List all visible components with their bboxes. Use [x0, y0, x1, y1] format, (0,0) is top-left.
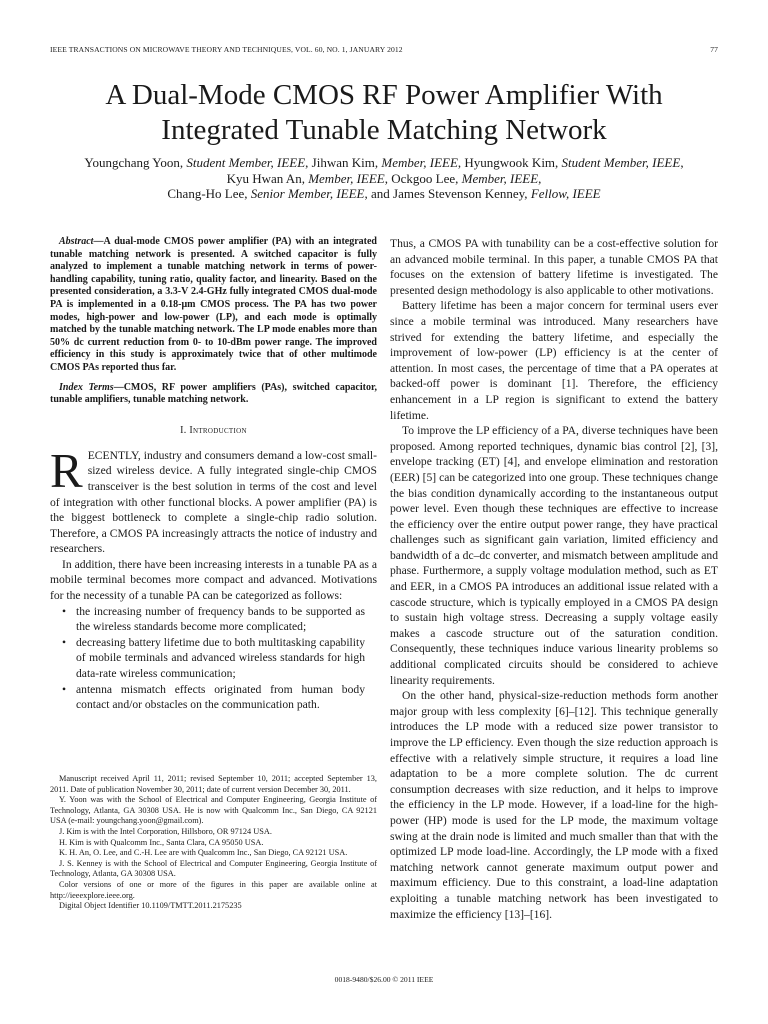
index-terms [50, 382, 377, 407]
footnote: Color versions of one or more of the figures in this paper are available online at http://ieeexplore.ieee.org. [50, 879, 377, 900]
footnote: Y. Yoon was with the School of Electrical and Computer Engineering, Georgia Institute of Technology, Atlanta, GA 30308 USA. He is now with Qualcomm Inc., San Diego, CA 92121 USA (e-mail: youngchang.yoon@gmail.com). [50, 795, 377, 826]
footnote: J. S. Kenney is with the School of Electrical and Computer Engineering, Georgia Institute of Technology, Atlanta, GA 30308 USA. [50, 858, 377, 879]
abstract-text: —A dual-mode CMOS power amplifier (PA) with an integrated tunable matching network is presented. A switched capacitor is fully analyzed to implement a tunable matching network in terms of power-handling capability, tuning ratio, quality factor, and linearity. Based on the presented consideration, a 3.3-V 2.4-GHz fully integrated CMOS dual-mode PA is implemented in a 0.18-μm CMOS process. The PA has two power modes, high-power and low-power (LP), and each mode is optimally matched by the tunable matching network. The LP mode enables more than 50% dc current reduction from 0- to 10-dBm power range. The improved efficiency in this study is approximately twice that of other multimode CMOS PAs reported thus far. [50, 236, 377, 373]
author-role: Member, IEEE [308, 170, 385, 186]
paper-title [0, 78, 768, 148]
footnotes [50, 774, 377, 912]
footnote: Manuscript received April 11, 2011; revised September 10, 2011; accepted September 13, 2011. Date of publication November 30, 2011; date of current version December 30, 2011. [50, 774, 377, 794]
body-paragraph: On the other hand, physical-size-reduction methods form another major group with less complexity [6]–[12]. This technique generally introduces the LP mode with a reduced size power transistor to improve the LP efficiency. Even though the size reduction approach is effective with a relatively simple structure, it requires a load line adaptation to be a more complete solution. The dc current consumption decreases with size reduction, and it helps to improve the efficiency in the LP mode. However, if a load-line for the high-power (HP) mode is used for the LP mode, the maximum voltage swing at the drain node is limited and much smaller than that with the optimized LP mode load-line. Accordingly, the LP mode with a fixed matching network cannot generate maximum output power and maximum efficiency. Due to this constraint, a load-line adaptation exploiting a tunable matching network has been investigated to maximize the efficiency [13]–[16]. [390, 689, 718, 921]
intro-paragraph-1 [50, 442, 377, 557]
title-line-1: A Dual-Mode CMOS RF Power Amplifier With [105, 79, 663, 111]
running-header [50, 45, 718, 54]
list-item: • decreasing battery lifetime due to both multitasking capability of mobile terminals and advanced wireless standards for high data-rate wireless communication; [50, 635, 377, 682]
copyright-footer: 0018-9480/$26.00 © 2011 IEEE [334, 975, 434, 984]
author-role: Member, IEEE [461, 170, 539, 186]
left-column [50, 236, 377, 713]
paragraph-text: ECENTLY, industry and consumers demand a low-cost small-sized wireless device. A fully integrated single-chip CMOS transceiver is the best solution in terms of the cost and level of integration with other functional blocks. A power amplifier (PA) is the biggest bottleneck to complete a single-chip radio solution. Therefore, a CMOS PA increasingly attracts the notice of industry and researchers. [50, 448, 377, 556]
author-name: , Hyungwook Kim, [457, 155, 562, 170]
author-name: , [680, 155, 684, 170]
footnote: Digital Object Identifier 10.1109/TMTT.2011.2175235 [59, 901, 242, 911]
index-terms-text: —CMOS, RF power amplifiers (PAs), switched capacitor, tunable amplifiers, tunable matching network. [50, 381, 377, 406]
author-name: , Jihwan Kim, [305, 155, 382, 170]
author-role: Fellow, IEEE [530, 186, 601, 201]
author-role: Student Member, IEEE [186, 155, 306, 170]
footnote: J. Kim is with the Intel Corporation, Hillsboro, OR 97124 USA. [59, 826, 272, 836]
author-line-2 [30, 171, 738, 187]
list-item: • the increasing number of frequency bands to be supported as the wireless standards become more complicated; [50, 604, 377, 635]
author-role: Student Member, IEEE [561, 155, 681, 170]
author-name: Kyu Hwan An, [226, 170, 309, 186]
footnote: H. Kim is with Qualcomm Inc., Santa Clara, CA 95050 USA. [59, 837, 264, 847]
drop-cap: R [50, 442, 83, 498]
index-terms-label: Index Terms [59, 381, 114, 393]
page-number: 77 [710, 45, 718, 54]
author-name: Chang-Ho Lee, [167, 186, 251, 201]
intro-paragraph-2: In addition, there have been increasing interests in a tunable PA as a mobile terminal becomes more compact and advanced. Motivations for the necessity of a tunable PA can be categorized as follows: [50, 557, 377, 603]
author-name: Youngchang Yoon, [84, 155, 187, 170]
right-column [390, 236, 718, 922]
author-role: Member, IEEE [381, 155, 458, 170]
section-heading: I. Introduction [180, 424, 247, 436]
journal-line: IEEE TRANSACTIONS ON MICROWAVE THEORY AND TECHNIQUES, VOL. 60, NO. 1, JANUARY 2012 [50, 45, 403, 54]
author-line-1 [30, 155, 738, 171]
abstract-label: Abstract [59, 236, 94, 247]
body-paragraph: Thus, a CMOS PA with tunability can be a cost-effective solution for an advanced mobile terminal. In this paper, a tunable CMOS PA that focuses on the extension of battery lifetime is investigated. The presented design methodology is also applicable to other motivations. [390, 237, 718, 297]
author-name: , Ockgoo Lee, [384, 170, 462, 186]
author-name: , [538, 170, 542, 186]
motivation-list [50, 604, 377, 713]
author-line-3 [30, 186, 738, 202]
author-role: Senior Member, IEEE [250, 186, 365, 201]
footnote: K. H. An, O. Lee, and C.-H. Lee are with Qualcomm Inc., San Diego, CA 92121 USA. [59, 848, 348, 858]
abstract [50, 236, 377, 375]
body-paragraph: To improve the LP efficiency of a PA, diverse techniques have been proposed. Among reported techniques, dynamic bias control [2], [3], envelope tracking (ET) [4], and envelope elimination and restoration (EER) [5] can be categorized into one group. These techniques change the bias condition dynamically according to the instantaneous output power level. Even though these techniques are effective to increase the efficiency over the entire output power range, they have practical challenges such as significant gain variation, limited efficiency and bandwidth of a dc–dc converter, and mismatch between amplitude and phase. Furthermore, a supply voltage modulation method, such as ET and EER, in a CMOS PA introduces an additional issue related with a cascode structure, which is typically employed in a CMOS PA design to sustain high voltage stress. Decreasing a supply voltage easily makes a cascode structure out of the saturation condition. Consequently, these techniques induce various linearity problems so additional complicated circuits should be considered to achieve linearity requirements. [390, 424, 718, 687]
author-list [30, 155, 738, 202]
author-name: , and James Stevenson Kenney, [364, 186, 531, 201]
body-paragraph: Battery lifetime has been a major concern for terminal users ever since a mobile terminal was introduced. Many researchers have strived for extending the battery lifetime, and especially the improvement of low-power (LP) efficiency is at the center of attention. In most cases, the percentage of time that a PA operates at backed-off power is dominant [1]. Therefore, the efficiency enhancement in a LP region is significant to extend the battery lifetime. [390, 299, 718, 422]
list-item: • antenna mismatch effects originated from human body contact and/or obstacles on the communication path. [50, 682, 377, 713]
title-line-2: Integrated Tunable Matching Network [161, 114, 607, 146]
